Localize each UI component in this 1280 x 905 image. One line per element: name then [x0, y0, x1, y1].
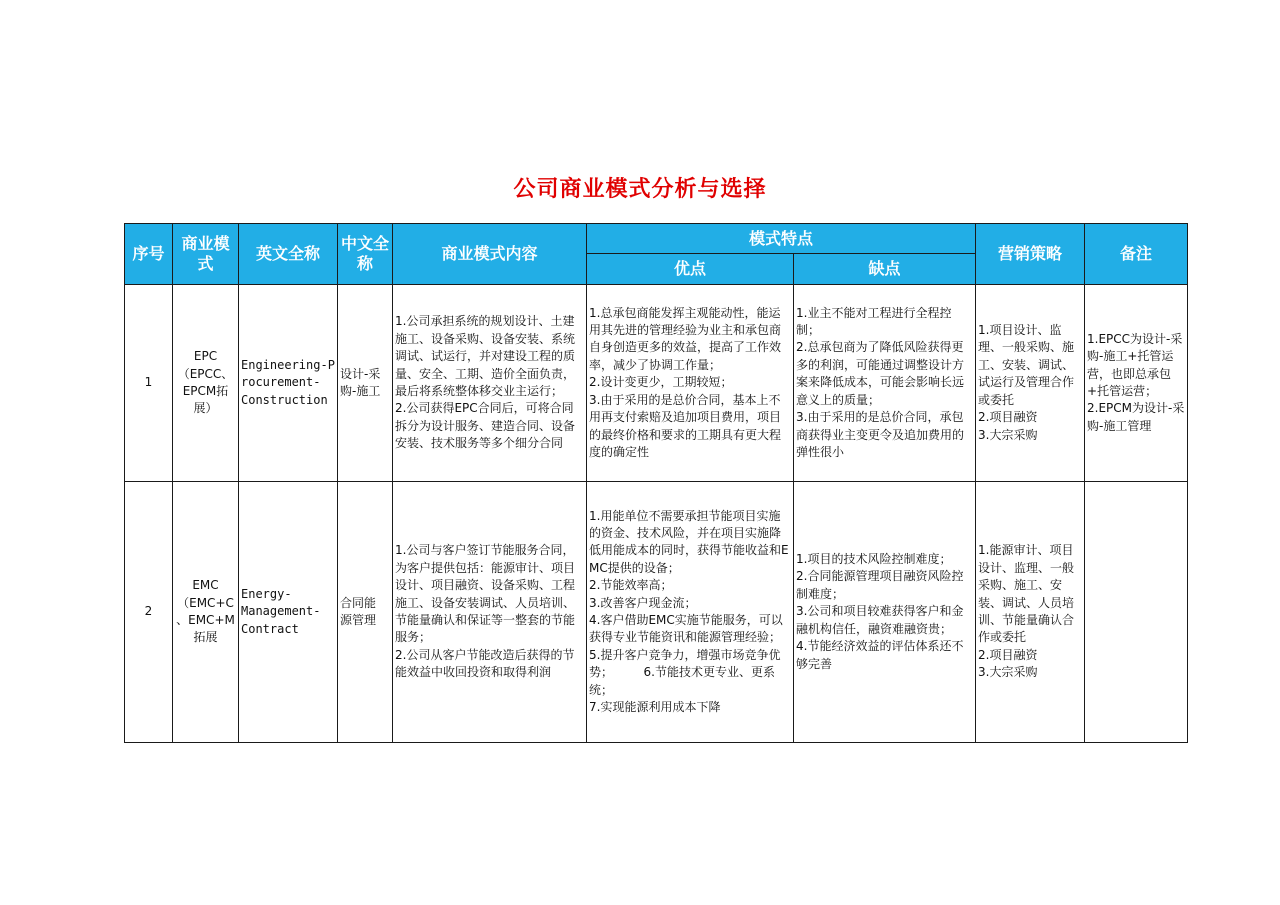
row-content: 1.公司与客户签订节能服务合同，为客户提供包括：能源审计、项目设计、项目融资、设备采购、工程施工、设备安装调试、人员培训、节能量确认和保证等一整套的节能服务； 2.公司从客户节能改造后获得的节能效益中收回投资和取得利润	[393, 482, 587, 743]
row-pros: 1.总承包商能发挥主观能动性，能运用其先进的管理经验为业主和承包商自身创造更多的效益，提高了工作效率，减少了协调工作量； 2.设计变更少，工期较短； 3.由于采用的是总价合同，基本上不用再支付索赔及追加项目费用，项目的最终价格和要求的工期具有更大程度的确定性	[587, 285, 794, 482]
english-line: Energy-	[241, 586, 292, 601]
header-features: 模式特点	[587, 224, 976, 254]
header-english: 英文全称	[239, 224, 338, 285]
model-line: （EPCC、	[177, 366, 234, 381]
header-marketing: 营销策略	[976, 224, 1085, 285]
document-title: 公司商业模式分析与选择	[513, 177, 767, 202]
header-model: 商业模式	[173, 224, 239, 285]
row-marketing: 1.能源审计、项目设计、监理、一般采购、施工、安装、调试、人员培训、节能量确认合作或委托 2.项目融资 3.大宗采购	[976, 482, 1085, 743]
header-cons: 缺点	[794, 254, 976, 285]
model-line: 展）	[193, 401, 218, 416]
row-chinese	[338, 482, 393, 743]
table-row	[125, 285, 1188, 482]
row-notes	[1085, 482, 1188, 743]
english-line: Contract	[241, 621, 299, 636]
header-pros: 优点	[587, 254, 794, 285]
row-chinese	[338, 285, 393, 482]
english-line: rocurement-	[241, 375, 321, 390]
chinese-line: 购-施工	[340, 384, 381, 398]
model-line: （EMC+C	[177, 595, 234, 610]
row-pros: 1.用能单位不需要承担节能项目实施的资金、技术风险，并在项目实施降低用能成本的同时，获得节能收益和EMC提供的设备； 2.节能效率高； 3.改善客户现金流； 4.客户借助EMC实施节能服务，可以获得专业节能资讯和能源管理经验； 5.提升客户竞争力，增强市场竞争优势； 6.节能技术更专业、更系统； 7.实现能源利用成本下降	[587, 482, 794, 743]
chinese-line: 合同能	[340, 595, 377, 610]
model-line: 拓展	[193, 630, 218, 645]
header-index: 序号	[125, 224, 173, 285]
model-line: EPCM拓	[182, 384, 229, 398]
row-index: 1	[125, 285, 173, 482]
chinese-line: 设计-采	[340, 366, 381, 381]
row-model	[173, 285, 239, 482]
english-line: Engineering-P	[241, 357, 335, 372]
row-notes: 1.EPCC为设计-采购-施工+托管运营，也即总承包+托管运营； 2.EPCM为设计-采购-施工管理	[1085, 285, 1188, 482]
row-content: 1.公司承担系统的规划设计、土建施工、设备采购、设备安装、系统调试、试运行，并对建设工程的质量、安全、工期、造价全面负责，最后将系统整体移交业主运行； 2.公司获得EPC合同后，可将合同拆分为设计服务、建造合同、设备安装、技术服务等多个细分合同	[393, 285, 587, 482]
english-line: Construction	[241, 392, 328, 407]
model-line: EPC	[193, 349, 218, 364]
model-line: 、EMC+M	[176, 613, 235, 627]
model-line: EMC	[192, 578, 219, 593]
table-row	[125, 482, 1188, 743]
row-cons: 1.业主不能对工程进行全程控制； 2.总承包商为了降低风险获得更多的利润，可能通过调整设计方案来降低成本，可能会影响长远意义上的质量； 3.由于采用的是总价合同，承包商获得业主变更令及追加费用的弹性很小	[794, 285, 976, 482]
row-english	[239, 285, 338, 482]
english-line: Management-	[241, 604, 321, 619]
header-chinese: 中文全称	[338, 224, 393, 285]
header-content: 商业模式内容	[393, 224, 587, 285]
row-model	[173, 482, 239, 743]
row-marketing: 1.项目设计、监理、一般采购、施工、安装、调试、试运行及管理合作或委托 2.项目融资 3.大宗采购	[976, 285, 1085, 482]
row-index: 2	[125, 482, 173, 743]
chinese-line: 源管理	[340, 613, 377, 627]
business-model-table	[124, 223, 1188, 743]
header-notes: 备注	[1085, 224, 1188, 285]
row-english	[239, 482, 338, 743]
row-cons: 1.项目的技术风险控制难度； 2.合同能源管理项目融资风险控制难度； 3.公司和项目较难获得客户和金融机构信任，融资难融资贵； 4.节能经济效益的评估体系还不够完善	[794, 482, 976, 743]
